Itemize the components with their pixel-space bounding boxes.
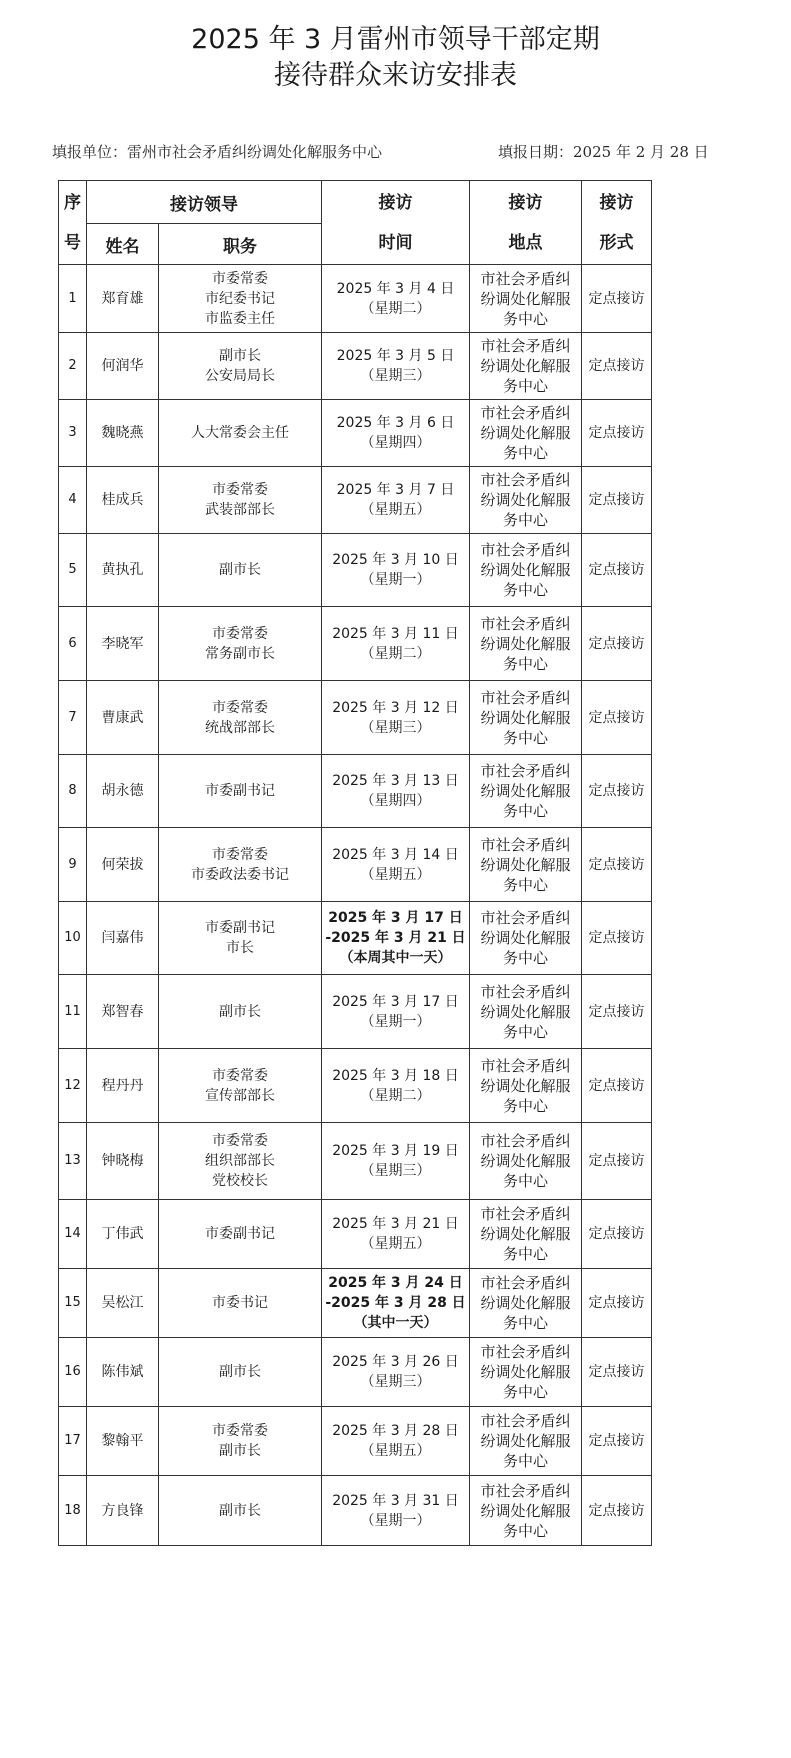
location-line: 务中心 <box>502 1022 548 1041</box>
time-line: 2025 年 3 月 10 日 <box>332 552 459 568</box>
location-line: 务中心 <box>502 875 548 894</box>
position-line: 副市长 <box>219 1443 261 1459</box>
header-position: 职务 <box>159 224 322 265</box>
location-line: 务中心 <box>502 1314 548 1332</box>
location-line: 务中心 <box>502 1172 548 1190</box>
leader-position <box>159 902 322 975</box>
time-line: （星期一） <box>360 1013 431 1030</box>
location-line: 市社会矛盾纠 <box>480 762 571 780</box>
row-index: 9 <box>59 828 87 902</box>
location-line: 市社会矛盾纠 <box>480 835 571 854</box>
leader-position <box>159 1407 322 1476</box>
leader-name: 魏晓燕 <box>87 400 159 467</box>
visit-form: 定点接访 <box>582 1049 652 1123</box>
visit-time <box>322 755 470 828</box>
position-line: 市委常委 <box>212 1133 268 1149</box>
visit-location <box>470 400 582 467</box>
time-line: 2025 年 3 月 26 日 <box>332 1354 459 1370</box>
table-row <box>59 828 652 902</box>
header-location-line-2: 地点 <box>508 232 543 253</box>
visit-time <box>322 607 470 681</box>
visit-location <box>470 467 582 534</box>
table-row <box>59 1476 652 1546</box>
leader-name: 郑育雄 <box>87 265 159 333</box>
position-line: 统战部部长 <box>205 719 275 736</box>
visit-time <box>322 1123 470 1200</box>
location-line: 务中心 <box>502 581 548 599</box>
leader-name: 桂成兵 <box>87 467 159 534</box>
header-form-line-1: 接访 <box>599 192 634 213</box>
location-line: 纷调处化解服 <box>480 782 571 800</box>
visit-form: 定点接访 <box>582 607 652 681</box>
header-location <box>470 181 582 265</box>
time-line: （星期三） <box>360 368 431 384</box>
header-form-line-2: 形式 <box>599 232 634 253</box>
time-line: 2025 年 3 月 5 日 <box>336 348 455 364</box>
visit-time <box>322 828 470 902</box>
leader-position <box>159 265 322 333</box>
visit-form: 定点接访 <box>582 1407 652 1476</box>
visit-time <box>322 681 470 755</box>
time-line: 2025 年 3 月 14 日 <box>332 846 459 863</box>
visit-time <box>322 1407 470 1476</box>
location-line: 市社会矛盾纠 <box>480 688 571 707</box>
table-row <box>59 400 652 467</box>
location-line: 市社会矛盾纠 <box>480 909 571 927</box>
location-line: 务中心 <box>502 511 548 529</box>
row-index: 3 <box>59 400 87 467</box>
visit-location <box>470 265 582 333</box>
visit-form: 定点接访 <box>582 1269 652 1338</box>
row-index: 12 <box>59 1049 87 1123</box>
visit-location <box>470 1200 582 1269</box>
time-line: 2025 年 3 月 19 日 <box>332 1143 459 1159</box>
table-row <box>59 1200 652 1269</box>
location-line: 纷调处化解服 <box>480 1294 571 1312</box>
visit-time <box>322 1338 470 1407</box>
time-line: （星期二） <box>360 1087 431 1104</box>
location-line: 纷调处化解服 <box>480 1002 571 1021</box>
leader-name: 李晓军 <box>87 607 159 681</box>
leader-position <box>159 1476 322 1546</box>
table-row <box>59 1049 652 1123</box>
visit-time <box>322 1200 470 1269</box>
table-row <box>59 333 652 400</box>
row-index: 5 <box>59 534 87 607</box>
location-line: 务中心 <box>502 1096 548 1115</box>
table-row <box>59 467 652 534</box>
location-line: 市社会矛盾纠 <box>480 1205 571 1223</box>
time-line: 2025 年 3 月 17 日 <box>328 910 463 926</box>
leader-name: 郑智春 <box>87 975 159 1049</box>
visit-form: 定点接访 <box>582 1200 652 1269</box>
position-line: 市委常委 <box>212 1067 268 1084</box>
time-line: （星期四） <box>360 435 431 451</box>
time-line: 2025 年 3 月 6 日 <box>336 415 455 431</box>
visit-time <box>322 1049 470 1123</box>
time-line: -2025 年 3 月 28 日 <box>325 1295 466 1311</box>
visit-form: 定点接访 <box>582 400 652 467</box>
position-line: 市委书记 <box>212 1295 268 1311</box>
visit-time <box>322 902 470 975</box>
time-line: （星期五） <box>360 866 431 883</box>
location-line: 纷调处化解服 <box>480 1432 571 1450</box>
location-line: 纷调处化解服 <box>480 1225 571 1243</box>
row-index: 6 <box>59 607 87 681</box>
position-line: 市委常委 <box>212 699 268 716</box>
visit-location <box>470 755 582 828</box>
time-line: 2025 年 3 月 12 日 <box>332 699 459 716</box>
leader-name: 黎翰平 <box>87 1407 159 1476</box>
location-line: 市社会矛盾纠 <box>480 1056 571 1075</box>
visit-form: 定点接访 <box>582 467 652 534</box>
visit-form: 定点接访 <box>582 902 652 975</box>
location-line: 纷调处化解服 <box>480 1363 571 1381</box>
visit-location <box>470 1338 582 1407</box>
position-line: 市委副书记 <box>205 920 275 936</box>
table-row <box>59 1338 652 1407</box>
time-line: 2025 年 3 月 17 日 <box>332 993 459 1010</box>
leader-position <box>159 975 322 1049</box>
leader-position <box>159 607 322 681</box>
location-line: 市社会矛盾纠 <box>480 982 571 1001</box>
header-time <box>322 181 470 265</box>
row-index: 10 <box>59 902 87 975</box>
leader-position <box>159 400 322 467</box>
location-line: 纷调处化解服 <box>480 1152 571 1170</box>
time-line: 2025 年 3 月 13 日 <box>332 773 459 789</box>
position-line: 市委常委 <box>212 270 268 287</box>
visit-form: 定点接访 <box>582 534 652 607</box>
header-time-line-2: 时间 <box>378 232 413 253</box>
leader-name: 钟晓梅 <box>87 1123 159 1200</box>
leader-position <box>159 534 322 607</box>
visit-location <box>470 1476 582 1546</box>
table-row <box>59 975 652 1049</box>
row-index: 15 <box>59 1269 87 1338</box>
visit-form: 定点接访 <box>582 1123 652 1200</box>
leader-position <box>159 1338 322 1407</box>
header-index <box>59 181 87 265</box>
time-line: （星期二） <box>360 645 431 662</box>
time-line: （星期三） <box>360 719 431 736</box>
visit-form: 定点接访 <box>582 1338 652 1407</box>
leader-position <box>159 681 322 755</box>
row-index: 18 <box>59 1476 87 1546</box>
visit-location <box>470 1123 582 1200</box>
location-line: 纷调处化解服 <box>480 424 571 442</box>
time-line: 2025 年 3 月 24 日 <box>328 1275 463 1291</box>
time-line: 2025 年 3 月 7 日 <box>336 482 455 498</box>
visit-time <box>322 1269 470 1338</box>
time-line: （星期五） <box>360 1443 431 1459</box>
row-index: 17 <box>59 1407 87 1476</box>
visit-time <box>322 400 470 467</box>
location-line: 纷调处化解服 <box>480 855 571 874</box>
position-line: 市长 <box>226 940 254 956</box>
location-line: 纷调处化解服 <box>480 634 571 653</box>
leader-position <box>159 1049 322 1123</box>
time-line: （本周其中一天） <box>339 950 452 966</box>
visit-location <box>470 681 582 755</box>
location-line: 纷调处化解服 <box>480 708 571 727</box>
time-line: （星期三） <box>360 1374 431 1390</box>
visit-location <box>470 902 582 975</box>
location-line: 市社会矛盾纠 <box>480 269 571 288</box>
visit-time <box>322 333 470 400</box>
location-line: 务中心 <box>502 1452 548 1470</box>
position-line: 宣传部部长 <box>205 1087 275 1104</box>
leader-position <box>159 333 322 400</box>
location-line: 市社会矛盾纠 <box>480 1274 571 1292</box>
position-line: 市纪委书记 <box>205 290 275 307</box>
header-index-line-2: 号 <box>64 232 81 253</box>
table-row <box>59 681 652 755</box>
position-line: 副市长 <box>219 348 261 364</box>
leader-name: 胡永德 <box>87 755 159 828</box>
reporting-unit: 填报单位：雷州市社会矛盾纠纷调处化解服务中心 <box>52 143 383 161</box>
location-line: 市社会矛盾纠 <box>480 1132 571 1150</box>
table-row <box>59 755 652 828</box>
leader-name: 何荣拔 <box>87 828 159 902</box>
visit-location <box>470 333 582 400</box>
visit-form: 定点接访 <box>582 681 652 755</box>
reporting-date: 填报日期：2025 年 2 月 28 日 <box>498 143 709 161</box>
location-line: 市社会矛盾纠 <box>480 614 571 633</box>
location-line: 纷调处化解服 <box>480 1076 571 1095</box>
time-line: 2025 年 3 月 28 日 <box>332 1423 459 1439</box>
visit-time <box>322 975 470 1049</box>
position-line: 市委常委 <box>212 625 268 642</box>
location-line: 纷调处化解服 <box>480 491 571 509</box>
visit-location <box>470 1407 582 1476</box>
leader-name: 黄执孔 <box>87 534 159 607</box>
time-line: （星期一） <box>360 1512 431 1529</box>
header-index-line-1: 序 <box>64 192 81 213</box>
table-row <box>59 902 652 975</box>
location-line: 务中心 <box>502 1521 548 1540</box>
schedule-rows <box>59 265 652 1546</box>
location-line: 务中心 <box>502 949 548 967</box>
row-index: 8 <box>59 755 87 828</box>
location-line: 市社会矛盾纠 <box>480 1343 571 1361</box>
leader-position <box>159 755 322 828</box>
position-line: 市委常委 <box>212 482 268 498</box>
visit-form: 定点接访 <box>582 828 652 902</box>
leader-name: 丁伟武 <box>87 1200 159 1269</box>
position-line: 党校校长 <box>212 1173 268 1189</box>
row-index: 2 <box>59 333 87 400</box>
row-index: 14 <box>59 1200 87 1269</box>
location-line: 市社会矛盾纠 <box>480 541 571 559</box>
position-line: 常务副市长 <box>205 645 275 662</box>
title-line-2: 接待群众来访安排表 <box>274 60 517 91</box>
location-line: 纷调处化解服 <box>480 357 571 375</box>
position-line: 副市长 <box>219 1003 261 1020</box>
location-line: 纷调处化解服 <box>480 929 571 947</box>
leader-name: 程丹丹 <box>87 1049 159 1123</box>
position-line: 市委政法委书记 <box>191 866 289 883</box>
time-line: -2025 年 3 月 21 日 <box>325 930 466 946</box>
time-line: （星期五） <box>360 1236 431 1252</box>
location-line: 务中心 <box>502 377 548 395</box>
table-row <box>59 1123 652 1200</box>
header-form <box>582 181 652 265</box>
time-line: （星期一） <box>360 572 431 588</box>
schedule-table <box>58 180 652 1546</box>
header-time-line-1: 接访 <box>378 192 413 213</box>
row-index: 7 <box>59 681 87 755</box>
time-line: 2025 年 3 月 21 日 <box>332 1216 459 1232</box>
visit-time <box>322 534 470 607</box>
row-index: 1 <box>59 265 87 333</box>
position-line: 副市长 <box>219 562 261 578</box>
location-line: 务中心 <box>502 444 548 462</box>
leader-position <box>159 828 322 902</box>
time-line: 2025 年 3 月 18 日 <box>332 1067 459 1084</box>
time-line: （星期四） <box>360 793 431 809</box>
visit-form: 定点接访 <box>582 755 652 828</box>
position-line: 市委副书记 <box>205 783 275 799</box>
visit-location <box>470 534 582 607</box>
position-line: 副市长 <box>219 1364 261 1380</box>
position-line: 市监委主任 <box>205 310 275 327</box>
visit-form: 定点接访 <box>582 1476 652 1546</box>
header-location-line-1: 接访 <box>508 192 543 213</box>
leader-name: 何润华 <box>87 333 159 400</box>
table-row <box>59 607 652 681</box>
location-line: 务中心 <box>502 654 548 673</box>
position-line: 市委常委 <box>212 846 268 863</box>
document-title <box>0 22 791 94</box>
leader-position <box>159 1200 322 1269</box>
leader-position <box>159 1269 322 1338</box>
time-line: （星期三） <box>360 1163 431 1179</box>
location-line: 市社会矛盾纠 <box>480 1412 571 1430</box>
visit-time <box>322 467 470 534</box>
row-index: 16 <box>59 1338 87 1407</box>
position-line: 副市长 <box>219 1502 261 1519</box>
table-row <box>59 1407 652 1476</box>
position-line: 公安局局长 <box>205 368 275 384</box>
title-line-1: 2025 年 3 月雷州市领导干部定期 <box>191 24 600 55</box>
visit-time <box>322 1476 470 1546</box>
time-line: （星期五） <box>360 502 431 518</box>
visit-location <box>470 828 582 902</box>
leader-position <box>159 467 322 534</box>
location-line: 纷调处化解服 <box>480 561 571 579</box>
location-line: 市社会矛盾纠 <box>480 404 571 422</box>
location-line: 市社会矛盾纠 <box>480 1481 571 1500</box>
location-line: 纷调处化解服 <box>480 1501 571 1520</box>
header-name: 姓名 <box>87 224 159 265</box>
location-line: 务中心 <box>502 802 548 820</box>
row-index: 4 <box>59 467 87 534</box>
leader-name: 陈伟斌 <box>87 1338 159 1407</box>
time-line: 2025 年 3 月 4 日 <box>336 280 455 297</box>
location-line: 纷调处化解服 <box>480 289 571 308</box>
row-index: 13 <box>59 1123 87 1200</box>
time-line: 2025 年 3 月 31 日 <box>332 1492 459 1509</box>
table-row <box>59 265 652 333</box>
location-line: 务中心 <box>502 1245 548 1263</box>
visit-time <box>322 265 470 333</box>
visit-form: 定点接访 <box>582 265 652 333</box>
time-line: （其中一天） <box>353 1315 438 1331</box>
header-leader-group: 接访领导 <box>87 181 322 224</box>
leader-name: 曹康武 <box>87 681 159 755</box>
time-line: 2025 年 3 月 11 日 <box>332 625 459 642</box>
location-line: 务中心 <box>502 309 548 328</box>
location-line: 市社会矛盾纠 <box>480 337 571 355</box>
visit-form: 定点接访 <box>582 333 652 400</box>
visit-location <box>470 1269 582 1338</box>
table-row <box>59 534 652 607</box>
position-line: 市委常委 <box>212 1423 268 1439</box>
leader-name: 吴松江 <box>87 1269 159 1338</box>
location-line: 务中心 <box>502 728 548 747</box>
table-row <box>59 1269 652 1338</box>
leader-name: 方良锋 <box>87 1476 159 1546</box>
position-line: 市委副书记 <box>205 1226 275 1242</box>
position-line: 武装部部长 <box>205 502 275 518</box>
visit-location <box>470 975 582 1049</box>
time-line: （星期二） <box>360 300 431 317</box>
visit-location <box>470 1049 582 1123</box>
location-line: 务中心 <box>502 1383 548 1401</box>
visit-location <box>470 607 582 681</box>
leader-position <box>159 1123 322 1200</box>
location-line: 市社会矛盾纠 <box>480 471 571 489</box>
position-line: 组织部部长 <box>205 1153 275 1169</box>
visit-form: 定点接访 <box>582 975 652 1049</box>
position-line: 人大常委会主任 <box>191 425 289 441</box>
row-index: 11 <box>59 975 87 1049</box>
leader-name: 闫嘉伟 <box>87 902 159 975</box>
